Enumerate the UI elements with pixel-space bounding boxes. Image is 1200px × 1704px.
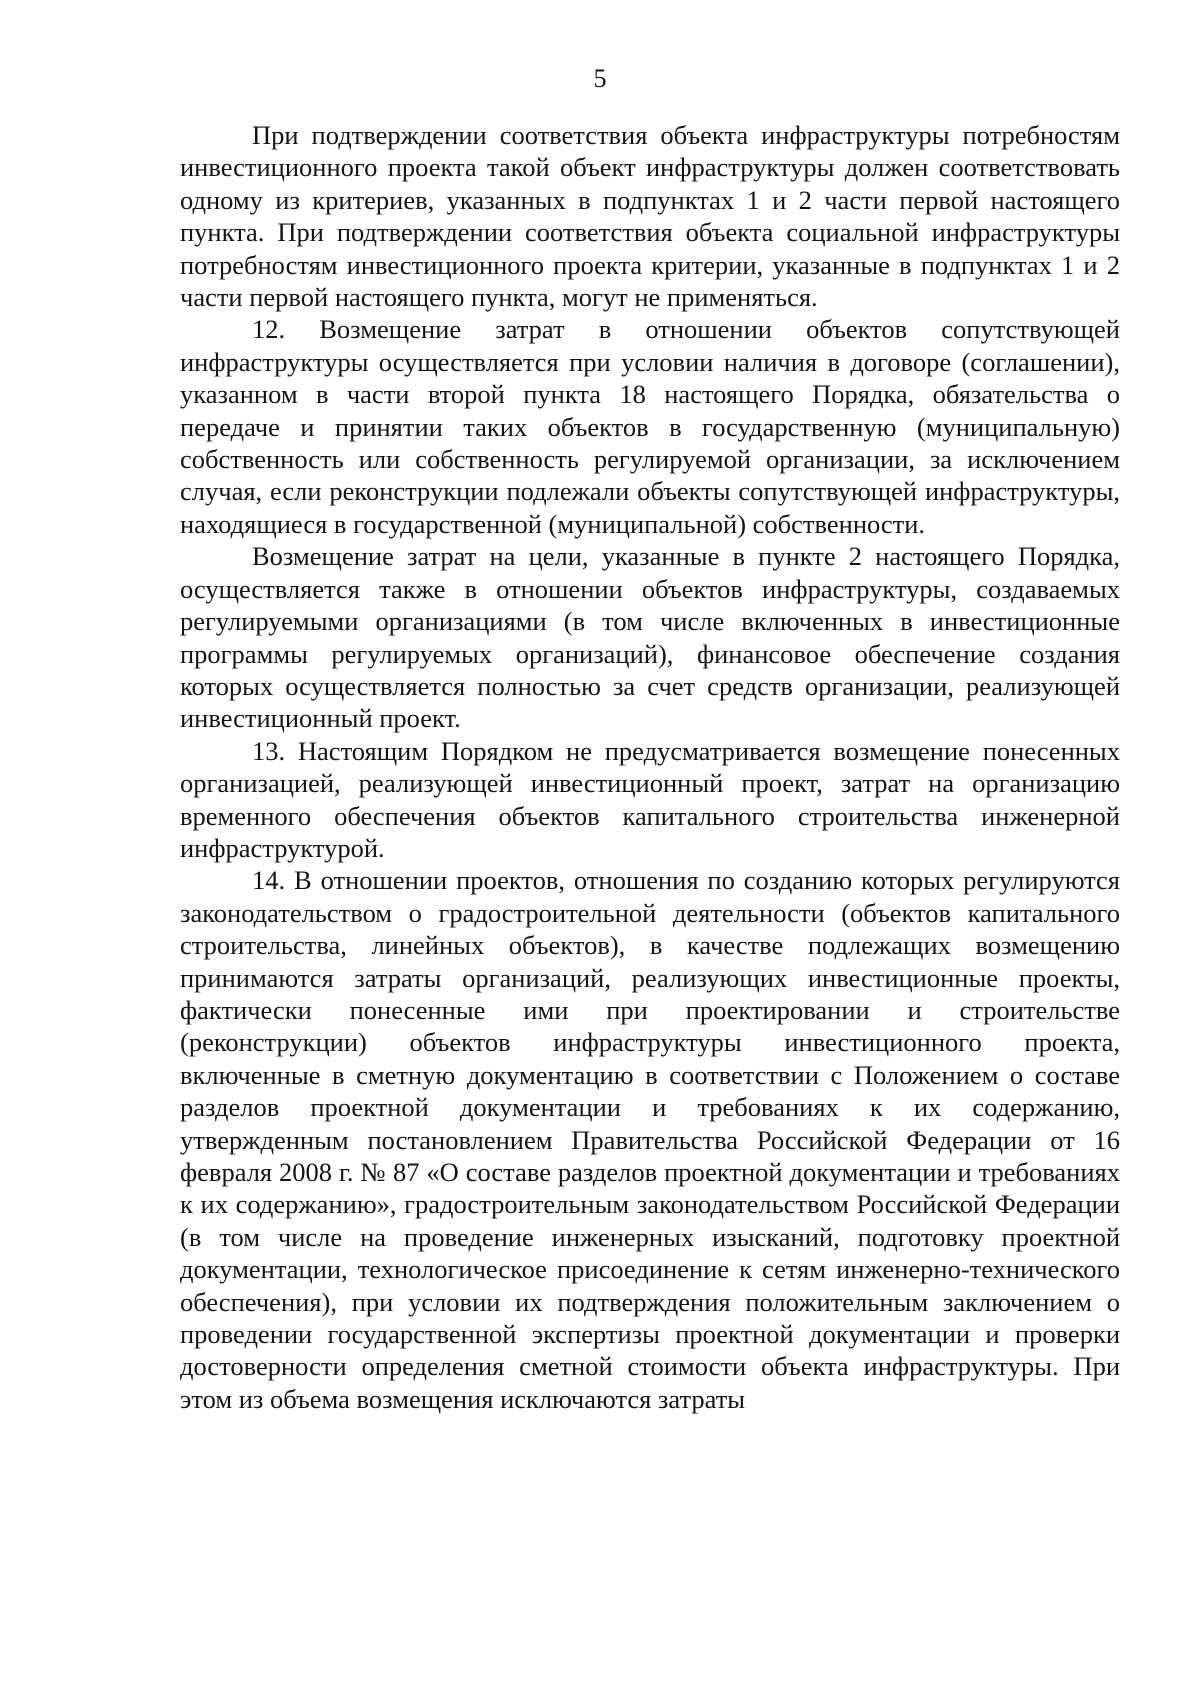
paragraph-item-12: 12. Возмещение затрат в отношении объектов сопутствующей инфраструктуры осуществляется при условии наличия в договоре (соглашении), указанном в части второй пункта 18 настоящего Порядка, обязательства о передаче и принятии таких объектов в государственную (муниципальную) собственность или собственность регулируемой организации, за исключением случая, если реконструкции подлежали объекты сопутствующей инфраструктуры, находящиеся в государственной (муниципальной) собственности. — [180, 314, 1120, 539]
paragraph-item-14: 14. В отношении проектов, отношения по созданию которых регулируются законодательством о градостроительной деятельности (объектов капитального строительства, линейных объектов), в качестве подлежащих возмещению принимаются затраты организаций, реализующих инвестиционные проекты, фактически понесенные ими при проектировании и строительстве (реконструкции) объектов инфраструктуры инвестиционного проекта, включенные в сметную документацию в соответствии с Положением о составе разделов проектной документации и требованиях к их содержанию, утвержденным постановлением Правительства Российской Федерации от 16 февраля 2008 г. № 87 «О составе разделов проектной документации и требованиях к их содержанию», градостроительным законодательством Российской Федерации (в том числе на проведение инженерных изысканий, подготовку проектной документации, технологическое присоединение к сетям инженерно-технического обеспечения), при условии их подтверждения положительным заключением о проведении государственной экспертизы проектной документации и проверки достоверности определения сметной стоимости объекта инфраструктуры. При этом из объема возмещения исключаются затраты — [180, 865, 1120, 1414]
document-body — [180, 119, 1120, 1415]
paragraph-regulated-organizations: Возмещение затрат на цели, указанные в пункте 2 настоящего Порядка, осуществляется также в отношении объектов инфраструктуры, создаваемых регулируемыми организациями (в том числе включенных в инвестиционные программы регулируемых организаций), финансовое обеспечение создания которых осуществляется полностью за счет средств организации, реализующей инвестиционный проект. — [180, 541, 1120, 734]
page-number: 5 — [593, 64, 607, 93]
paragraph-confirmation-criteria: При подтверждении соответствия объекта инфраструктуры потребностям инвестиционного проекта такой объект инфраструктуры должен соответствовать одному из критериев, указанных в подпунктах 1 и 2 части первой настоящего пункта. При подтверждении соответствия объекта социальной инфраструктуры потребностям инвестиционного проекта критерии, указанные в подпунктах 1 и 2 части первой настоящего пункта, могут не применяться. — [180, 120, 1120, 313]
paragraph-item-13: 13. Настоящим Порядком не предусматривается возмещение понесенных организацией, реализующей инвестиционный проект, затрат на организацию временного обеспечения объектов капитального строительства инженерной инфраструктурой. — [180, 735, 1120, 863]
